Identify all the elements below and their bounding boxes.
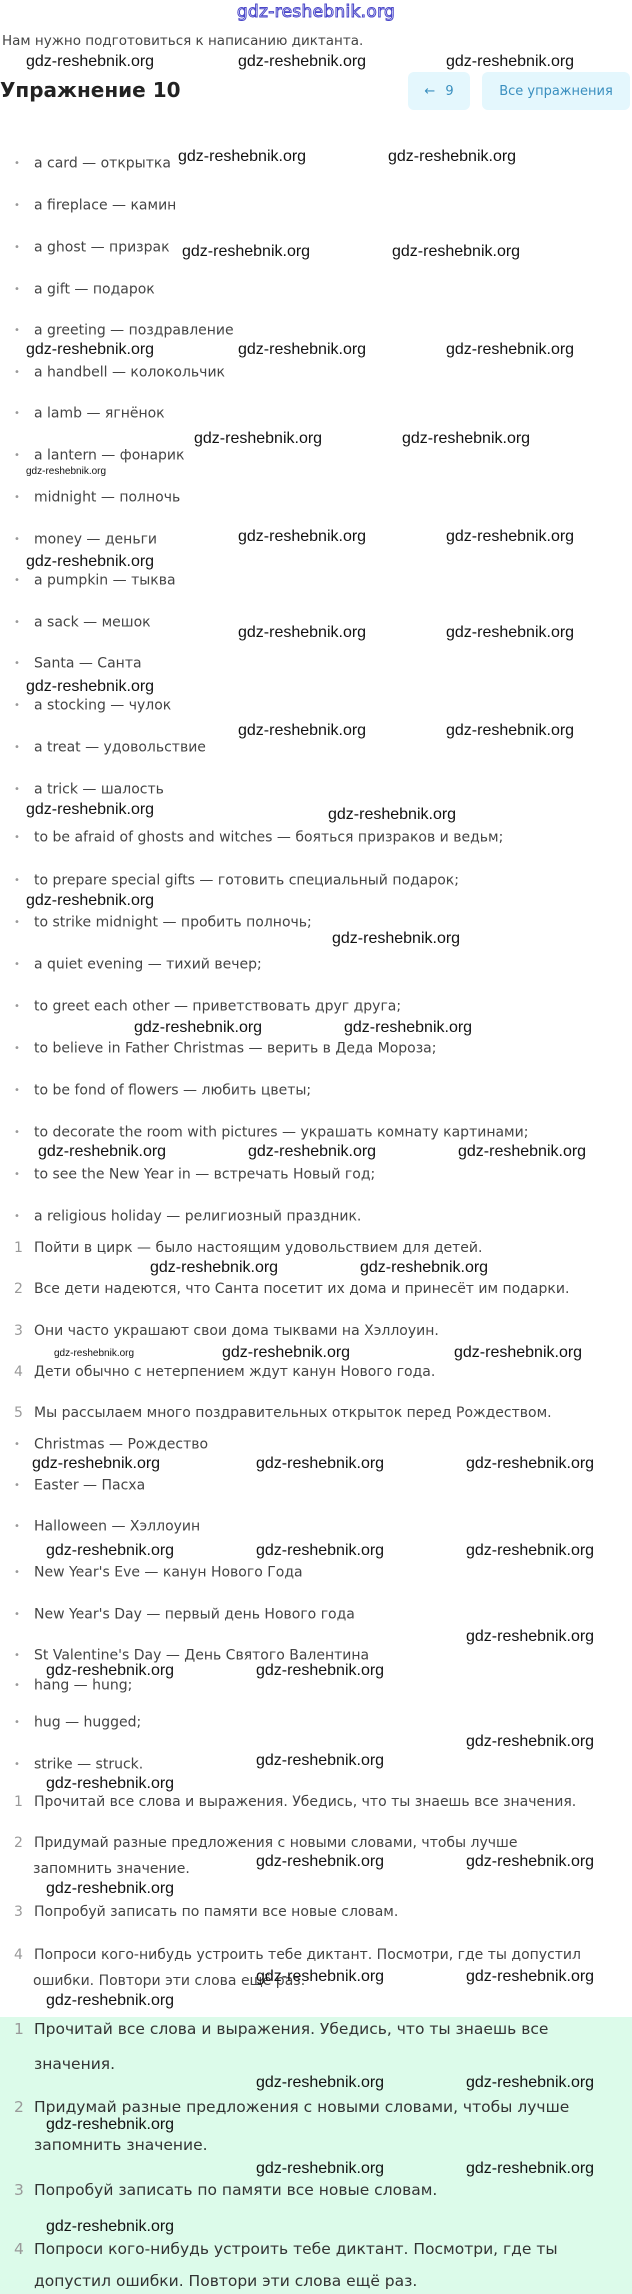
page-title: Упражнение 10 [0,78,181,102]
list-item-text: New Year's Eve — канун Нового Года [34,1564,303,1581]
list-item-text: Дети обычно с нетерпением ждут канун Нового года. [34,1364,436,1380]
list-item-text: Пойти в цирк — было настоящим удовольствием для детей. [34,1240,483,1256]
watermark-text: gdz-reshebnik.org [134,1019,263,1036]
item-number: 1 [14,2020,24,2038]
item-number: 4 [14,1947,23,1963]
item-number: 2 [14,1835,23,1851]
holiday-item [14,1518,200,1536]
watermark-text: gdz-reshebnik.org [32,1455,161,1472]
bullet-icon: • [14,534,20,545]
watermark-text: gdz-reshebnik.org [46,2218,175,2235]
list-item-text: a card — открытка [34,155,171,172]
bullet-icon: • [14,1521,20,1532]
bullet-icon: • [14,1127,20,1138]
vocab-item [14,655,142,673]
watermark-text: gdz-reshebnik.org [392,243,521,260]
vocab-item [14,829,503,847]
watermark-text: gdz-reshebnik.org [466,1968,595,1985]
list-item-text: Мы рассылаем много поздравительных открыток перед Рождеством. [34,1405,552,1421]
watermark-text: gdz-reshebnik.org [256,1968,385,1985]
watermark-text: gdz-reshebnik.org [256,1752,385,1769]
bullet-icon: • [14,158,20,169]
list-item-text: Попроси кого-нибудь устроить тебе диктант. Посмотри, где ты [34,2240,558,2258]
list-item-text: a quiet evening — тихий вечер; [34,956,262,973]
vocab-item [14,489,180,507]
watermark-text: gdz-reshebnik.org [466,2160,595,2177]
list-item-text: a handbell — колокольчик [34,364,226,381]
watermark-text: gdz-reshebnik.org [222,1344,351,1361]
list-item-text: a lantern — фонарик [34,447,185,464]
vocab-item [14,914,312,932]
watermark-text: gdz-reshebnik.org [256,1455,385,1472]
bullet-icon: • [14,658,20,669]
list-item-continuation: допустил ошибки. Повтори эти слова ещё раз. [34,2272,418,2290]
vocab-item [14,364,225,382]
item-number: 2 [14,1281,23,1297]
bullet-icon: • [14,617,20,628]
list-item-text: to decorate the room with pictures — украшать комнату картинами; [34,1124,529,1141]
item-number: 4 [14,1364,23,1380]
watermark-text: gdz-reshebnik.org [46,1880,175,1897]
vocab-item [14,322,234,340]
watermark-text: gdz-reshebnik.org [446,53,575,70]
vocab-item [14,1208,361,1226]
watermark-text: gdz-reshebnik.org [54,1348,135,1359]
list-item-text: Halloween — Хэллоуин [34,1518,201,1535]
watermark-text: gdz-reshebnik.org [238,528,367,545]
bullet-icon: • [14,832,20,843]
holiday-item [14,1436,208,1454]
bullet-icon: • [14,1609,20,1620]
arrow-left-icon: ← [424,83,436,99]
list-item-text: to strike midnight — пробить полночь; [34,914,312,931]
bullet-icon: • [14,325,20,336]
list-item-text: Christmas — Рождество [34,1436,209,1453]
watermark-text: gdz-reshebnik.org [256,1853,385,1870]
list-item-text: hug — hugged; [34,1714,142,1731]
watermark-text: gdz-reshebnik.org [38,1143,167,1160]
watermark-text: gdz-reshebnik.org [26,678,155,695]
bullet-icon: • [14,959,20,970]
list-item-text: a trick — шалость [34,781,164,798]
prev-exercise-number: 9 [445,83,454,99]
list-item-text: Они часто украшают свои дома тыквами на Хэллоуин. [34,1323,439,1339]
bullet-icon: • [14,1717,20,1728]
vocab-item [14,872,459,890]
watermark-text: gdz-reshebnik.org [26,801,155,818]
site-logo[interactable]: gdz-reshebnik.org [236,2,396,22]
watermark-text: gdz-reshebnik.org [360,1259,489,1276]
bullet-icon: • [14,408,20,419]
list-item-text: St Valentine's Day — День Святого Валентина [34,1647,370,1664]
vocab-item [14,998,401,1016]
bullet-icon: • [14,1680,20,1691]
watermark-text: gdz-reshebnik.org [256,2160,385,2177]
prev-exercise-button[interactable] [408,72,470,110]
watermark-text: gdz-reshebnik.org [446,341,575,358]
list-item-text: a greeting — поздравление [34,322,234,339]
watermark-text: gdz-reshebnik.org [454,1344,583,1361]
bullet-icon: • [14,784,20,795]
watermark-text: gdz-reshebnik.org [238,53,367,70]
watermark-text: gdz-reshebnik.org [466,1542,595,1559]
answer-step [14,2181,437,2199]
watermark-text: gdz-reshebnik.org [46,1775,175,1792]
bullet-icon: • [14,200,20,211]
item-number: 3 [14,1323,23,1339]
list-item-text: hang — hung; [34,1677,133,1694]
watermark-text: gdz-reshebnik.org [388,148,517,165]
vocab-item [14,572,176,590]
watermark-text: gdz-reshebnik.org [256,1542,385,1559]
list-item-text: a stocking — чулок [34,697,172,714]
instruction-step [14,1794,576,1811]
vocab-item [14,1040,436,1058]
bullet-icon: • [14,284,20,295]
list-item-text: Прочитай все слова и выражения. Убедись, что ты знаешь все [34,2020,549,2038]
list-item-text: Попроси кого-нибудь устроить тебе диктант. Посмотри, где ты допустил [34,1947,581,1963]
watermark-text: gdz-reshebnik.org [332,930,461,947]
list-item-text: to be afraid of ghosts and witches — бояться призраков и ведьм; [34,829,504,846]
watermark-text: gdz-reshebnik.org [238,722,367,739]
holiday-item [14,1477,145,1495]
vocab-item [14,405,165,423]
vocab-item [14,281,155,299]
watermark-text: gdz-reshebnik.org [446,624,575,641]
bullet-icon: • [14,1043,20,1054]
bullet-icon: • [14,742,20,753]
answer-step [14,2240,558,2258]
list-item-text: to be fond of flowers — любить цветы; [34,1082,312,1099]
vocab-item [14,739,206,757]
watermark-text: gdz-reshebnik.org [26,892,155,909]
list-item-continuation: запомнить значение. [34,2136,208,2154]
list-item-text: a treat — удовольствие [34,739,206,756]
bullet-icon: • [14,450,20,461]
sentence-item [14,1323,439,1340]
holiday-item [14,1564,303,1582]
watermark-text: gdz-reshebnik.org [238,341,367,358]
list-item-text: New Year's Day — первый день Нового года [34,1606,355,1623]
watermark-text: gdz-reshebnik.org [466,1455,595,1472]
bullet-icon: • [14,1650,20,1661]
list-item-continuation: запомнить значение. [33,1861,190,1877]
bullet-icon: • [14,492,20,503]
bullet-icon: • [14,1439,20,1450]
watermark-text: gdz-reshebnik.org [178,148,307,165]
watermark-text: gdz-reshebnik.org [26,53,155,70]
list-item-text: Easter — Пасха [34,1477,146,1494]
item-number: 4 [14,2240,24,2258]
list-item-text: Все дети надеются, что Санта посетит их дома и принесёт им подарки. [34,1281,570,1297]
vocab-item [14,197,176,215]
item-number: 1 [14,1794,23,1810]
list-item-text: strike — struck. [34,1756,144,1773]
list-item-text: a sack — мешок [34,614,151,631]
watermark-text: gdz-reshebnik.org [466,1853,595,1870]
bullet-icon: • [14,575,20,586]
watermark-text: gdz-reshebnik.org [446,722,575,739]
list-item-continuation: ошибки. Повтори эти слова ещё раз. [33,1973,306,1989]
list-item-text: Santa — Санта [34,655,142,672]
vocab-item [14,1082,311,1100]
list-item-text: a gift — подарок [34,281,155,298]
watermark-text: gdz-reshebnik.org [46,1662,175,1679]
vocab-item [14,239,170,257]
watermark-text: gdz-reshebnik.org [182,243,311,260]
vocab-item [14,531,157,549]
watermark-text: gdz-reshebnik.org [466,2074,595,2091]
list-item-text: Прочитай все слова и выражения. Убедись, что ты знаешь все значения. [34,1794,577,1810]
vocab-item [14,447,184,465]
watermark-text: gdz-reshebnik.org [238,624,367,641]
watermark-text: gdz-reshebnik.org [26,466,107,477]
watermark-text: gdz-reshebnik.org [466,1628,595,1645]
sentence-item [14,1405,552,1422]
item-number: 2 [14,2098,24,2116]
item-number: 3 [14,1904,23,1920]
list-item-text: a fireplace — камин [34,197,177,214]
list-item-text: to prepare special gifts — готовить специальный подарок; [34,872,459,889]
watermark-text: gdz-reshebnik.org [256,1662,385,1679]
bullet-icon: • [14,1759,20,1770]
holiday-item [14,1606,355,1624]
watermark-text: gdz-reshebnik.org [402,430,531,447]
list-item-text: to believe in Father Christmas — верить в Деда Мороза; [34,1040,437,1057]
list-item-text: to see the New Year in — встречать Новый год; [34,1166,376,1183]
item-number: 1 [14,1240,23,1256]
watermark-text: gdz-reshebnik.org [150,1259,279,1276]
answer-step [14,2098,569,2116]
list-item-text: Попробуй записать по памяти все новые словам. [34,1904,399,1920]
bullet-icon: • [14,1085,20,1096]
bullet-icon: • [14,1169,20,1180]
watermark-text: gdz-reshebnik.org [46,1542,175,1559]
instruction-step [14,1835,518,1852]
bullet-icon: • [14,917,20,928]
bullet-icon: • [14,1567,20,1578]
vocab-item [14,614,151,632]
vocab-item [14,1124,528,1142]
watermark-text: gdz-reshebnik.org [194,430,323,447]
vocab-item [14,781,164,799]
bullet-icon: • [14,1211,20,1222]
list-item-text: a lamb — ягнёнок [34,405,165,422]
verb-item [14,1756,143,1774]
vocab-item [14,697,171,715]
watermark-text: gdz-reshebnik.org [466,1733,595,1750]
instruction-step [14,1947,581,1964]
watermark-text: gdz-reshebnik.org [344,1019,473,1036]
list-item-text: money — деньги [34,531,158,548]
sentence-item [14,1364,435,1381]
list-item-text: to greet each other — приветствовать друг друга; [34,998,402,1015]
instruction-step [14,1904,398,1921]
list-item-text: a pumpkin — тыква [34,572,176,589]
bullet-icon: • [14,700,20,711]
bullet-icon: • [14,367,20,378]
watermark-text: gdz-reshebnik.org [46,2116,175,2133]
watermark-text: gdz-reshebnik.org [458,1143,587,1160]
watermark-text: gdz-reshebnik.org [248,1143,377,1160]
watermark-text: gdz-reshebnik.org [46,1992,175,2009]
watermark-text: gdz-reshebnik.org [26,553,155,570]
watermark-text: gdz-reshebnik.org [328,806,457,823]
bullet-icon: • [14,1001,20,1012]
vocab-item [14,155,171,173]
list-item-text: Придумай разные предложения с новыми словами, чтобы лучше [34,1835,518,1851]
list-item-text: midnight — полночь [34,489,181,506]
list-item-text: Попробуй записать по памяти все новые словам. [34,2181,438,2199]
intro-text: Нам нужно подготовиться к написанию диктанта. [2,33,364,49]
list-item-text: a ghost — призрак [34,239,170,256]
list-item-continuation: значения. [34,2055,116,2073]
item-number: 5 [14,1405,23,1421]
watermark-text: gdz-reshebnik.org [446,528,575,545]
bullet-icon: • [14,1480,20,1491]
bullet-icon: • [14,875,20,886]
vocab-item [14,1166,375,1184]
answer-step [14,2020,548,2038]
verb-item [14,1714,141,1732]
sentence-item [14,1240,482,1257]
sentence-item [14,1281,569,1298]
watermark-text: gdz-reshebnik.org [26,341,155,358]
item-number: 3 [14,2181,24,2199]
list-item-text: a religious holiday — религиозный праздник. [34,1208,362,1225]
all-exercises-button[interactable]: Все упражнения [482,72,630,110]
vocab-item [14,956,262,974]
bullet-icon: • [14,242,20,253]
list-item-text: Придумай разные предложения с новыми словами, чтобы лучше [34,2098,570,2116]
watermark-text: gdz-reshebnik.org [256,2074,385,2091]
